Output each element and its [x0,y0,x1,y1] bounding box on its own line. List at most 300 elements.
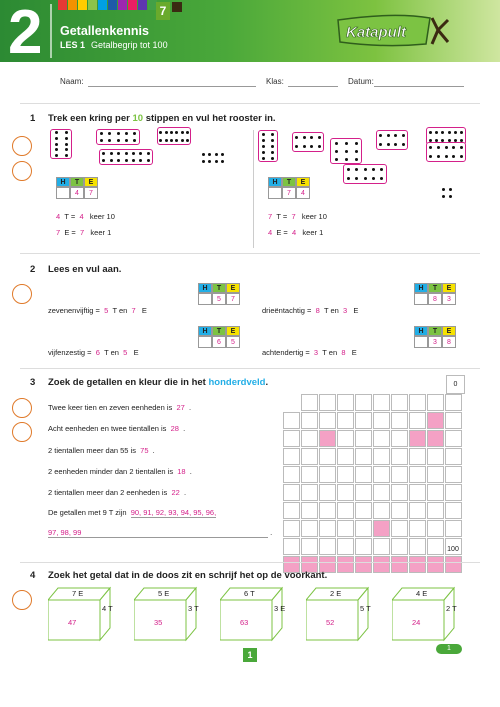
q2-title: Lees en vul aan. [48,264,122,275]
grade-small-badge: 7 [156,2,170,20]
dot [55,148,58,151]
dot [402,134,405,137]
grid-cell[interactable] [355,556,372,573]
dark-square-icon [172,2,182,12]
grid-cell[interactable] [283,502,300,519]
dot [437,155,440,158]
dot [132,159,135,162]
grid-cell[interactable] [427,538,444,555]
dot [175,139,178,142]
grid-cell[interactable] [409,502,426,519]
dot [364,168,367,171]
dot [429,146,432,149]
q2-item1-hte: H T E 5 7 [198,283,240,305]
grid-cell[interactable] [319,466,336,483]
dot [117,159,120,162]
grid-cell[interactable] [445,412,462,429]
color-bar [128,0,137,10]
dot [100,139,103,142]
q3-line3: 2 tientallen meer dan 55 is 75 . [48,446,155,455]
dot [449,195,452,198]
dot [429,155,432,158]
dot [147,152,150,155]
grid-cell[interactable] [373,520,390,537]
dot [460,155,463,158]
grid-cell[interactable] [283,484,300,501]
dot [110,159,113,162]
grid-cell[interactable] [427,466,444,483]
grid-cell[interactable] [373,412,390,429]
dot [347,168,350,171]
dot [441,131,444,134]
dot [65,137,68,140]
dot [335,150,338,153]
dot [125,152,128,155]
dot [102,159,105,162]
q4-title: Zoek het getal dat in de doos zit en schrijf het op de voorkant. [48,570,328,581]
grid-cell[interactable] [427,412,444,429]
cube-top-label: 5 E [158,589,170,598]
dot [437,146,440,149]
dot [117,139,120,142]
color-bar [78,0,87,10]
dot [165,131,168,134]
dot [271,145,274,148]
grade-number: 2 [8,0,43,67]
dot-group [200,151,226,165]
grid-cell[interactable] [355,430,372,447]
dot [402,143,405,146]
dot [271,133,274,136]
dot [65,143,68,146]
dot [448,131,451,134]
section-divider [20,103,480,104]
grid-cell[interactable] [391,430,408,447]
grid-cell[interactable] [319,538,336,555]
dot [387,143,390,146]
color-bars [58,0,158,10]
dot [452,155,455,158]
q2-item2-hte: H T E 8 3 [414,283,456,305]
dot-group [376,130,408,150]
cube-top-label: 4 E [416,589,428,598]
dot [186,139,189,142]
color-bar [88,0,97,10]
q1-title: Trek een kring per 10 stippen en vul het rooster in. [48,113,276,124]
grid-cell[interactable] [337,538,354,555]
dot [165,139,168,142]
grid-cell[interactable] [409,484,426,501]
q1-left-line1: 4 T = 4 keer 10 [56,212,115,221]
grid-cell[interactable] [391,448,408,465]
date-field[interactable] [374,78,464,87]
grid-cell[interactable] [283,466,300,483]
grid-cell[interactable] [373,484,390,501]
grid-cell[interactable] [301,430,318,447]
svg-text:Katapult: Katapult [346,24,406,41]
dot [355,142,358,145]
color-pencils-icon [12,422,32,442]
cube-front-answer: 63 [240,618,249,627]
grid-cell[interactable] [445,466,462,483]
grid-cell[interactable] [355,466,372,483]
cube-side-label: 3 T [188,604,199,613]
grid-start-label: 0 [446,375,465,394]
name-label: Naam: [60,77,84,86]
dot [460,131,463,134]
q2-item4: achtendertig = 3 T en 8 E [262,348,357,357]
dot [271,151,274,154]
q1-right-hte-grid: H T E 7 4 [268,177,310,199]
grid-cell[interactable] [427,520,444,537]
grid-cell[interactable] [337,466,354,483]
dot [147,159,150,162]
dot [181,131,184,134]
q1-right-line1: 7 T = 7 keer 10 [268,212,327,221]
q2-item4-hte: H T E 3 8 [414,326,456,348]
grid-cell[interactable] [319,520,336,537]
grid-cell[interactable] [391,502,408,519]
grid-cell[interactable] [445,394,462,411]
dot [215,153,218,156]
cube-front-answer: 47 [68,618,77,627]
grid-cell[interactable] [301,484,318,501]
grid-cell[interactable] [301,538,318,555]
grid-cell[interactable] [445,556,462,573]
grid-cell[interactable] [409,448,426,465]
q2-item3-hte: H T E 6 5 [198,326,240,348]
dot [345,158,348,161]
dot [335,158,338,161]
grid-cell[interactable] [391,394,408,411]
dot-group [426,142,466,162]
grid-cell[interactable] [391,538,408,555]
dot [181,139,184,142]
cube-front-answer: 52 [326,618,335,627]
q1-title-num: 10 [132,113,144,124]
dot [186,131,189,134]
header-divider [50,4,52,58]
color-bar [98,0,107,10]
dot [318,145,321,148]
dot [445,146,448,149]
dot [125,139,128,142]
dot [310,136,313,139]
q3-line1: Twee keer tien en zeven eenheden is 27 . [48,403,192,412]
dot [445,155,448,158]
grid-cell[interactable] [337,412,354,429]
dot [262,139,265,142]
dot [221,160,224,163]
grid-cell[interactable] [337,520,354,537]
grid-cell[interactable] [319,448,336,465]
dot [449,188,452,191]
dot [271,157,274,160]
grid-cell[interactable] [445,520,462,537]
grid-cell[interactable] [355,502,372,519]
grid-cell[interactable] [409,520,426,537]
dot [215,160,218,163]
dot [202,153,205,156]
dot [364,177,367,180]
grid-cell[interactable] [355,520,372,537]
cube-side-label: 4 T [102,604,113,613]
dot [303,145,306,148]
grid-cell[interactable] [373,502,390,519]
dot [295,145,298,148]
grid-cell[interactable] [409,466,426,483]
grid-cell[interactable] [283,448,300,465]
q3-line2: Acht eenheden en twee tientallen is 28 . [48,424,186,433]
q3-title-link: honderdveld [208,377,266,388]
dot [132,152,135,155]
cube-top-label: 7 E [72,589,84,598]
grid-end-label: 100 [447,546,459,553]
dot [262,145,265,148]
trace-icon [12,136,32,156]
dot [133,132,136,135]
grid-cell[interactable] [337,484,354,501]
grid-cell[interactable] [301,466,318,483]
grid-cell[interactable] [301,412,318,429]
grid-cell[interactable] [445,448,462,465]
dot [379,143,382,146]
lesson-label: LES 1 [60,40,86,50]
dot [355,150,358,153]
dot [108,132,111,135]
cube-front-answer: 24 [412,618,421,627]
cube-side-label: 2 T [446,604,457,613]
grid-cell[interactable] [409,430,426,447]
grid-cell[interactable] [319,412,336,429]
dot [262,133,265,136]
cube-side-label: 5 T [360,604,371,613]
grid-cell[interactable] [301,448,318,465]
grid-cell[interactable] [337,502,354,519]
dot [303,136,306,139]
grid-cell[interactable] [427,556,444,573]
grid-cell[interactable] [319,430,336,447]
dot [125,159,128,162]
dot-group [157,127,191,145]
color-bar [68,0,77,10]
pencil-icon [12,284,32,304]
dot [139,159,142,162]
grid-cell[interactable] [427,448,444,465]
grid-cell[interactable] [373,394,390,411]
grid-cell[interactable] [409,556,426,573]
grid-cell[interactable] [337,448,354,465]
q1-left-hte-grid: H T E 4 7 [56,177,98,199]
grid-cell[interactable] [373,430,390,447]
dot [262,157,265,160]
cube-top-label: 6 T [244,589,255,598]
dot [208,153,211,156]
q3-line6-cont: 97, 98, 99 . [48,528,273,537]
section-divider [20,368,480,369]
dot [170,139,173,142]
grid-cell[interactable] [445,502,462,519]
grid-cell[interactable] [337,556,354,573]
grid-cell[interactable] [301,520,318,537]
grid-cell[interactable] [355,484,372,501]
q1-divider [253,130,254,248]
name-field[interactable] [88,78,256,87]
grid-cell[interactable] [409,412,426,429]
grid-cell[interactable] [427,430,444,447]
dot [108,139,111,142]
q1-right-line2: 4 E = 4 keer 1 [268,228,324,237]
q3-line4: 2 eenheden minder dan 2 tientallen is 18 . [48,467,192,476]
dot [435,131,438,134]
q2-number: 2 [30,264,36,275]
grid-cell[interactable] [337,394,354,411]
dot [271,139,274,142]
dot [117,132,120,135]
grid-cell[interactable] [427,484,444,501]
grid-cell[interactable] [373,538,390,555]
dot [65,148,68,151]
grid-cell[interactable] [301,394,318,411]
dot [295,136,298,139]
dot [102,152,105,155]
q2-item1: zevenenvijftig = 5 T en 7 E [48,306,147,315]
grid-cell[interactable] [409,538,426,555]
dot [442,195,445,198]
dot [372,177,375,180]
grid-cell[interactable] [427,394,444,411]
section-divider [20,253,480,254]
dot [355,158,358,161]
dot [310,145,313,148]
dot-group [292,132,324,152]
cube-top-label: 2 E [330,589,342,598]
section-divider [20,562,480,563]
page-number: 1 [243,648,257,662]
dot [394,143,397,146]
dot [208,160,211,163]
grid-cell[interactable] [391,412,408,429]
number-cube [220,586,290,642]
dot [262,151,265,154]
color-bar [58,0,67,10]
dot-group [343,164,387,184]
grid-cell[interactable] [373,448,390,465]
q1-left-line2: 7 E = 7 keer 1 [56,228,112,237]
class-field[interactable] [288,78,338,87]
dot [318,136,321,139]
q1-number: 1 [30,113,36,124]
grid-cell[interactable] [445,430,462,447]
dot [380,177,383,180]
grid-cell[interactable] [373,556,390,573]
dot [454,131,457,134]
grid-cell[interactable] [283,520,300,537]
date-label: Datum: [348,77,374,86]
dot [159,131,162,134]
dot [202,160,205,163]
grid-cell[interactable] [283,412,300,429]
pencil-icon [12,590,32,610]
dot [125,132,128,135]
grid-cell[interactable] [391,556,408,573]
grid-cell[interactable] [319,502,336,519]
dot [460,146,463,149]
katapult-logo [334,14,452,48]
dot [55,154,58,157]
grid-cell[interactable] [445,484,462,501]
grid-cell[interactable] [355,412,372,429]
dot-group [330,138,362,164]
dot [139,152,142,155]
pencil-icon [12,161,32,181]
grid-cell[interactable] [373,466,390,483]
dot-group [96,129,140,145]
dot-group [99,149,153,165]
class-label: Klas: [266,77,284,86]
grid-cell[interactable] [427,502,444,519]
hundred-grid [283,394,463,556]
grid-cell[interactable] [391,484,408,501]
dot [355,177,358,180]
grid-cell[interactable] [409,394,426,411]
dot [347,177,350,180]
lesson-title: Getalbegrip tot 100 [91,40,168,50]
color-bar [108,0,117,10]
q4-number: 4 [30,570,36,581]
cube-side-label: 3 E [274,604,286,613]
grid-cell[interactable] [355,394,372,411]
dot [442,188,445,191]
dot [380,168,383,171]
dot [175,131,178,134]
grid-cell[interactable] [391,466,408,483]
pencil-icon [12,398,32,418]
dot-group [440,186,454,200]
grid-cell[interactable] [355,538,372,555]
dot [159,139,162,142]
dot [379,134,382,137]
dot [221,153,224,156]
dot [55,143,58,146]
q3-line5: 2 tientallen meer dan 2 eenheden is 22 . [48,488,187,497]
color-bar [138,0,147,10]
dot [387,134,390,137]
dot [394,134,397,137]
dot-group [50,129,72,159]
dot [170,131,173,134]
grid-cell[interactable] [283,430,300,447]
dot [429,131,432,134]
grid-cell[interactable] [319,484,336,501]
dot [65,131,68,134]
grid-cell[interactable] [391,520,408,537]
q3-title: Zoek de getallen en kleur die in het honderdveld. [48,377,269,388]
next-page-arrow[interactable]: 1 [436,644,462,654]
dot [55,137,58,140]
topic-title: Getallenkennis [60,24,149,38]
grid-cell[interactable] [283,538,300,555]
grid-cell[interactable] [355,448,372,465]
dot [100,132,103,135]
dot [355,168,358,171]
q3-number: 3 [30,377,36,388]
grid-cell[interactable] [337,430,354,447]
dot [345,150,348,153]
grid-cell[interactable] [319,394,336,411]
dot [117,152,120,155]
grid-cell[interactable] [301,502,318,519]
